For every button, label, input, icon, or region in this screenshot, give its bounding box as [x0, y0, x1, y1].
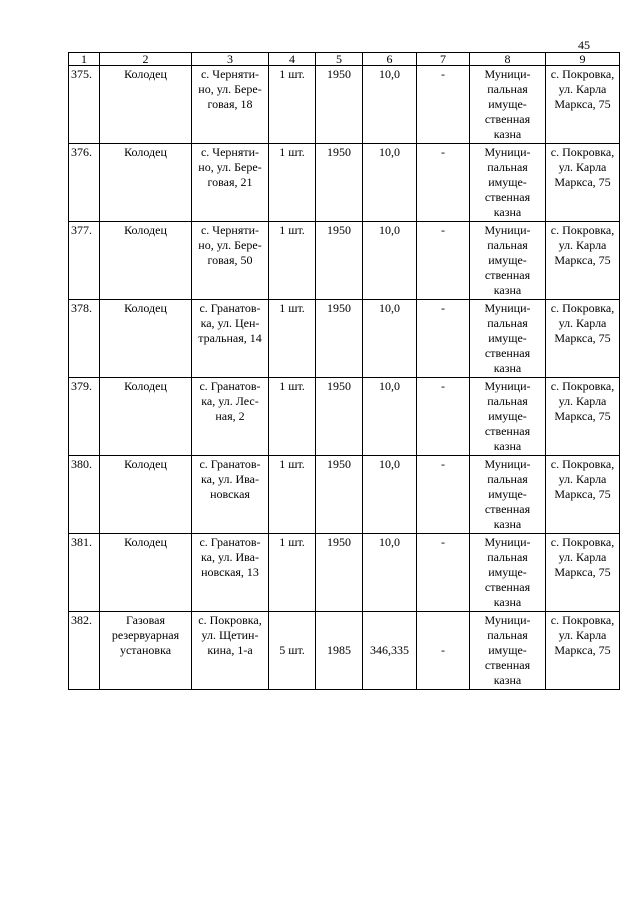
table-row: [69, 378, 620, 456]
object-name: Колодец: [100, 534, 192, 612]
page-number: 45: [578, 38, 590, 52]
object-quantity: 1 шт.: [269, 222, 316, 300]
object-name: Колодец: [100, 378, 192, 456]
object-holder: с. Покровка, ул. Карла Маркса, 75: [546, 378, 620, 456]
object-dash: -: [417, 222, 470, 300]
object-holder: с. Покровка, ул. Карла Маркса, 75: [546, 66, 620, 144]
object-owner: Муници- пальная имуще- ственная казна: [470, 378, 546, 456]
object-dash: -: [417, 300, 470, 378]
table-row: [69, 144, 620, 222]
row-number: 380.: [69, 456, 100, 534]
object-dash: -: [417, 456, 470, 534]
object-name: Газовая резервуарная установка: [100, 612, 192, 690]
object-dash: -: [417, 378, 470, 456]
object-value: 10,0: [363, 144, 417, 222]
object-owner: Муници- пальная имуще- ственная казна: [470, 456, 546, 534]
object-owner: Муници- пальная имуще- ственная казна: [470, 534, 546, 612]
object-year: 1950: [316, 144, 363, 222]
object-address: с. Черняти- но, ул. Бере- говая, 50: [192, 222, 269, 300]
column-header: 8: [470, 53, 546, 66]
object-address: с. Гранатов- ка, ул. Ива- новская, 13: [192, 534, 269, 612]
row-number: 376.: [69, 144, 100, 222]
object-holder: с. Покровка, ул. Карла Маркса, 75: [546, 300, 620, 378]
object-dash: -: [417, 66, 470, 144]
object-year: 1950: [316, 378, 363, 456]
object-address: с. Черняти- но, ул. Бере- говая, 18: [192, 66, 269, 144]
object-value: 10,0: [363, 456, 417, 534]
object-owner: Муници- пальная имуще- ственная казна: [470, 66, 546, 144]
object-address: с. Гранатов- ка, ул. Ива- новская: [192, 456, 269, 534]
object-value: 10,0: [363, 300, 417, 378]
object-year: 1950: [316, 456, 363, 534]
object-owner: Муници- пальная имуще- ственная казна: [470, 222, 546, 300]
property-registry-table: [68, 52, 620, 690]
table-row: [69, 66, 620, 144]
object-holder: с. Покровка, ул. Карла Маркса, 75: [546, 534, 620, 612]
object-year: 1985: [316, 612, 363, 690]
column-header: 9: [546, 53, 620, 66]
row-number: 375.: [69, 66, 100, 144]
object-quantity: 1 шт.: [269, 534, 316, 612]
table-row: [69, 612, 620, 690]
object-value: 10,0: [363, 66, 417, 144]
column-header: 1: [69, 53, 100, 66]
object-quantity: 1 шт.: [269, 144, 316, 222]
object-quantity: 1 шт.: [269, 66, 316, 144]
column-number-row: [69, 53, 620, 66]
object-name: Колодец: [100, 66, 192, 144]
column-header: 5: [316, 53, 363, 66]
row-number: 382.: [69, 612, 100, 690]
object-owner: Муници- пальная имуще- ственная казна: [470, 300, 546, 378]
object-owner: Муници- пальная имуще- ственная казна: [470, 144, 546, 222]
object-quantity: 5 шт.: [269, 612, 316, 690]
object-quantity: 1 шт.: [269, 456, 316, 534]
row-number: 381.: [69, 534, 100, 612]
column-header: 4: [269, 53, 316, 66]
object-value: 10,0: [363, 378, 417, 456]
object-holder: с. Покровка, ул. Карла Маркса, 75: [546, 612, 620, 690]
table-row: [69, 534, 620, 612]
object-owner: Муници- пальная имуще- ственная казна: [470, 612, 546, 690]
object-holder: с. Покровка, ул. Карла Маркса, 75: [546, 456, 620, 534]
object-name: Колодец: [100, 456, 192, 534]
object-year: 1950: [316, 66, 363, 144]
object-name: Колодец: [100, 222, 192, 300]
object-address: с. Черняти- но, ул. Бере- говая, 21: [192, 144, 269, 222]
column-header: 7: [417, 53, 470, 66]
object-address: с. Покровка, ул. Щетин- кина, 1-а: [192, 612, 269, 690]
object-name: Колодец: [100, 144, 192, 222]
object-name: Колодец: [100, 300, 192, 378]
column-header: 3: [192, 53, 269, 66]
object-holder: с. Покровка, ул. Карла Маркса, 75: [546, 144, 620, 222]
object-value: 346,335: [363, 612, 417, 690]
object-year: 1950: [316, 300, 363, 378]
row-number: 379.: [69, 378, 100, 456]
object-holder: с. Покровка, ул. Карла Маркса, 75: [546, 222, 620, 300]
object-quantity: 1 шт.: [269, 300, 316, 378]
column-header: 6: [363, 53, 417, 66]
row-number: 377.: [69, 222, 100, 300]
object-value: 10,0: [363, 534, 417, 612]
row-number: 378.: [69, 300, 100, 378]
column-header: 2: [100, 53, 192, 66]
object-quantity: 1 шт.: [269, 378, 316, 456]
object-dash: -: [417, 534, 470, 612]
object-value: 10,0: [363, 222, 417, 300]
table-row: [69, 222, 620, 300]
table-row: [69, 456, 620, 534]
object-address: с. Гранатов- ка, ул. Цен- тральная, 14: [192, 300, 269, 378]
object-year: 1950: [316, 534, 363, 612]
object-dash: -: [417, 144, 470, 222]
object-year: 1950: [316, 222, 363, 300]
object-dash: -: [417, 612, 470, 690]
object-address: с. Гранатов- ка, ул. Лес- ная, 2: [192, 378, 269, 456]
table-row: [69, 300, 620, 378]
